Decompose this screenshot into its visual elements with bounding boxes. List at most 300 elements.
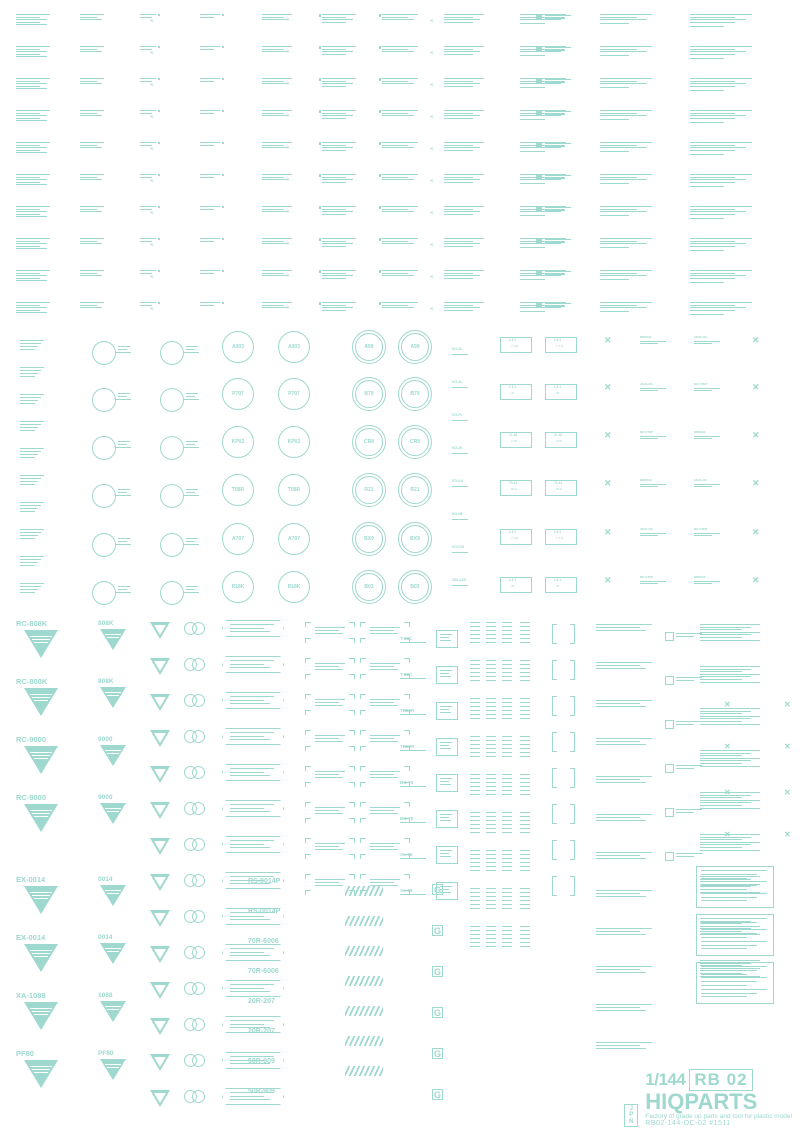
dashed-segment	[502, 774, 512, 775]
micro-tick	[222, 270, 224, 272]
micro-tick	[158, 238, 160, 240]
micro-text-line	[16, 81, 40, 82]
circle-outline-decal	[92, 484, 116, 508]
micro-text-line	[596, 966, 652, 967]
micro-text-line	[20, 556, 44, 557]
micro-text-line	[230, 991, 270, 992]
warning-triangle-icon	[24, 944, 58, 972]
warning-triangle-icon	[100, 885, 126, 906]
micro-tick	[319, 174, 322, 177]
micro-text-line	[186, 538, 198, 539]
micro-text-line	[322, 83, 353, 84]
micro-text-line	[382, 179, 414, 180]
micro-text-line	[452, 453, 468, 454]
micro-text-line	[230, 804, 274, 805]
micro-text-line	[16, 22, 40, 23]
micro-text-line	[690, 26, 724, 27]
micro-text-line	[16, 86, 40, 87]
dashed-segment	[520, 854, 530, 855]
micro-text-line	[676, 680, 694, 681]
dashed-segment	[486, 858, 496, 859]
small-triangle-code: 9000	[98, 736, 113, 743]
micro-text-line	[690, 154, 724, 155]
micro-paragraph-line	[700, 760, 751, 761]
dashed-segment	[470, 622, 480, 623]
x-mark-icon: ✕	[752, 575, 760, 585]
micro-text-line	[118, 538, 130, 539]
micro-text-line	[382, 142, 418, 143]
dashed-segment	[502, 934, 512, 935]
x-mark-icon: ✕	[752, 478, 760, 488]
dashed-segment	[486, 740, 496, 741]
micro-text-line	[230, 739, 270, 740]
dashed-segment	[520, 698, 530, 699]
lens-mark-icon	[192, 1018, 205, 1031]
framed-text-plate	[696, 962, 774, 1004]
micro-text-line	[444, 174, 484, 175]
bracket-vertical	[552, 840, 553, 860]
dashed-segment	[502, 888, 512, 889]
micro-text-line	[690, 54, 735, 55]
micro-text-line	[200, 14, 220, 15]
dashed-segment	[520, 672, 530, 673]
boxed-number-text: 1 8 2	[509, 338, 517, 342]
micro-text-line	[20, 532, 41, 533]
micro-text-line	[262, 147, 289, 148]
micro-text-line	[596, 858, 646, 859]
micro-text-line	[16, 145, 40, 146]
micro-tick	[319, 206, 322, 209]
dashed-segment	[520, 736, 530, 737]
triangle-inner-line	[32, 755, 50, 756]
micro-text-line	[315, 633, 343, 634]
micro-text-line	[382, 238, 418, 239]
unit-code-circle-outline: P707	[278, 378, 310, 410]
micro-text-line	[370, 807, 400, 808]
bracket-mark	[354, 874, 355, 879]
micro-text-line	[545, 273, 565, 274]
micro-text-line	[16, 310, 40, 311]
bracket-horizontal	[570, 859, 575, 860]
micro-text-line	[20, 565, 35, 566]
boxed-number-sub: 84-E	[511, 486, 518, 491]
bracket-horizontal	[570, 715, 575, 716]
bracket-mark	[305, 746, 306, 751]
warning-triangle-icon	[24, 1002, 58, 1030]
micro-text-line	[80, 81, 97, 82]
micro-text-line	[80, 110, 104, 111]
micro-text-line	[20, 592, 35, 593]
micro-text-line	[440, 634, 452, 635]
boxed-number-sub: 7 4-E	[556, 535, 564, 540]
bracket-horizontal	[552, 823, 557, 824]
micro-text-line	[694, 484, 720, 485]
x-mark-icon: ✕	[430, 306, 434, 311]
dashed-segment	[486, 642, 496, 643]
dashed-segment	[486, 706, 496, 707]
micro-text-line	[382, 81, 408, 82]
micro-text-line	[382, 305, 408, 306]
dashed-segment	[520, 900, 530, 901]
g-mark-badge: G	[433, 1007, 441, 1018]
dashed-segment	[486, 748, 496, 749]
micro-text-line	[600, 113, 637, 114]
micro-paragraph-line	[701, 996, 747, 997]
micro-text-line	[596, 706, 646, 707]
boxed-number-sub: 40	[511, 390, 515, 395]
micro-tick	[319, 78, 322, 81]
micro-text-line	[20, 403, 35, 404]
micro-text-line	[444, 54, 473, 55]
micro-text-line	[230, 1024, 264, 1025]
boxed-number-text: 1 8 1	[509, 385, 517, 389]
micro-text-line	[20, 511, 35, 512]
micro-text-line	[230, 631, 270, 632]
micro-text-line	[690, 302, 752, 303]
micro-text-line	[370, 741, 398, 742]
small-triangle-code: 808K	[98, 678, 114, 685]
micro-tick	[379, 206, 382, 209]
bracket-mark	[409, 874, 410, 879]
warning-triangle-icon	[100, 1059, 126, 1080]
micro-text-line	[382, 113, 408, 114]
micro-text-line	[20, 457, 35, 458]
x-mark-icon: ✕	[150, 146, 154, 151]
micro-text-line	[315, 813, 343, 814]
micro-text-line	[322, 49, 346, 50]
micro-text-line	[20, 535, 38, 536]
micro-text-line	[520, 247, 545, 248]
micro-text-line	[230, 1056, 274, 1057]
micro-text-line	[262, 113, 284, 114]
dashed-segment	[502, 828, 512, 829]
micro-text-line	[444, 83, 480, 84]
side-code-label: SCI-PL	[452, 413, 463, 417]
g-mark-badge: G	[433, 884, 441, 895]
micro-text-line	[20, 475, 44, 476]
micro-text-line	[694, 581, 720, 582]
dashed-segment	[520, 892, 530, 893]
micro-text-line	[200, 78, 220, 79]
micro-paragraph-line	[701, 977, 767, 978]
micro-text-line	[80, 302, 104, 303]
dashed-segment	[520, 782, 530, 783]
small-triangle-code: 0014	[98, 934, 113, 941]
g-mark-badge: G	[433, 966, 441, 977]
small-square-decal	[665, 808, 674, 817]
unit-code-circle-outline: T08R	[278, 474, 310, 506]
micro-text-line	[694, 343, 712, 344]
badge-circle: BX9	[398, 522, 432, 556]
dashed-segment	[520, 668, 530, 669]
hazard-stripe-block	[345, 916, 383, 926]
dashed-segment	[486, 782, 496, 783]
micro-text-line	[444, 22, 473, 23]
micro-text-line	[16, 248, 47, 249]
micro-paragraph-line	[700, 844, 751, 845]
micro-text-line	[80, 243, 102, 244]
dashed-segment	[486, 904, 496, 905]
micro-tick	[319, 238, 322, 241]
triangle-inner-line	[32, 895, 50, 896]
bracket-mark	[305, 890, 306, 895]
micro-text-line	[262, 307, 289, 308]
micro-text-line	[118, 393, 130, 394]
micro-text-line	[690, 310, 735, 311]
caution-tag-label: ANALOG	[640, 527, 653, 531]
micro-text-line	[262, 17, 284, 18]
lens-mark-icon	[192, 838, 205, 851]
micro-text-line	[315, 663, 345, 664]
micro-text-line	[444, 86, 473, 87]
x-mark-icon: ✕	[430, 242, 434, 247]
micro-paragraph-line	[700, 713, 742, 714]
bracket-mark	[305, 674, 306, 679]
micro-tick	[222, 174, 224, 176]
dashed-segment	[520, 638, 530, 639]
triangle-cutout	[154, 733, 166, 743]
triangle-inner-line	[30, 636, 52, 637]
triangle-inner-line	[105, 1064, 121, 1065]
boxed-number-text: 17-42	[509, 433, 518, 437]
hex-code-label: BO-75	[400, 780, 414, 785]
micro-text-line	[16, 56, 47, 57]
dashed-segment	[502, 626, 512, 627]
bracket-mark	[360, 730, 361, 735]
micro-text-line	[118, 489, 130, 490]
micro-text-line	[262, 14, 292, 15]
micro-text-line	[186, 492, 195, 493]
micro-text-line	[545, 177, 565, 178]
dashed-segment	[520, 676, 530, 677]
micro-text-line	[440, 676, 451, 677]
micro-text-line	[322, 86, 346, 87]
micro-text-line	[440, 748, 451, 749]
bracket-horizontal	[552, 876, 557, 877]
micro-text-line	[140, 270, 156, 271]
dashed-segment	[520, 946, 530, 947]
micro-text-line	[230, 919, 270, 920]
micro-text-line	[596, 1004, 652, 1005]
dashed-segment	[470, 862, 480, 863]
dashed-segment	[502, 736, 512, 737]
dashed-segment	[486, 828, 496, 829]
unit-code-circle: KP02	[222, 426, 254, 458]
bracket-horizontal	[570, 696, 575, 697]
micro-text-line	[322, 17, 346, 18]
dashed-segment	[486, 926, 496, 927]
triangle-inner-line	[32, 697, 50, 698]
dashed-segment	[520, 816, 530, 817]
caution-tag-label: ANALOG	[640, 382, 653, 386]
micro-text-line	[16, 302, 50, 303]
micro-text-line	[640, 484, 666, 485]
dashed-segment	[470, 824, 480, 825]
micro-text-line	[140, 302, 156, 303]
x-mark-icon: ✕	[784, 788, 791, 797]
micro-text-line	[16, 46, 50, 47]
dashed-segment	[470, 926, 480, 927]
micro-text-line	[186, 586, 198, 587]
badge-circle: B03	[398, 570, 432, 604]
micro-text-line	[20, 529, 44, 530]
micro-text-line	[118, 396, 127, 397]
dashed-segment	[520, 660, 530, 661]
triangle-inner-line	[34, 700, 48, 701]
micro-text-line	[16, 312, 47, 313]
dashed-segment	[502, 744, 512, 745]
micro-text-line	[230, 664, 264, 665]
dashed-segment	[520, 714, 530, 715]
dashed-segment	[520, 828, 530, 829]
hex-code-label: TR80R	[400, 708, 415, 713]
bracket-vertical	[574, 876, 575, 896]
x-mark-icon: ✕	[150, 210, 154, 215]
dashed-segment	[470, 706, 480, 707]
bracket-horizontal	[570, 840, 575, 841]
micro-text-line	[694, 341, 720, 342]
micro-text-line	[444, 302, 484, 303]
micro-text-line	[382, 49, 408, 50]
micro-text-line	[444, 209, 473, 210]
solid-square-decal	[536, 110, 542, 116]
micro-text-line	[16, 182, 40, 183]
micro-text-line	[16, 177, 40, 178]
micro-text-line	[600, 307, 647, 308]
micro-text-line	[315, 807, 345, 808]
micro-text-line	[20, 349, 35, 350]
micro-text-line	[262, 142, 292, 143]
micro-text-line	[596, 665, 640, 666]
micro-text-line	[20, 367, 44, 368]
bracket-mark	[360, 782, 361, 787]
x-mark-icon: ✕	[430, 18, 434, 23]
micro-text-line	[596, 820, 646, 821]
micro-text-line	[690, 90, 724, 91]
micro-text-line	[600, 81, 637, 82]
micro-text-line	[600, 179, 647, 180]
micro-text-line	[694, 388, 720, 389]
micro-text-line	[596, 1007, 640, 1008]
caution-tag-label: ANALOG	[694, 335, 707, 339]
dashed-segment	[502, 820, 512, 821]
micro-text-line	[545, 145, 565, 146]
boxed-number-sub: 7 4-E	[511, 343, 519, 348]
triangle-inner-line	[34, 816, 48, 817]
triangle-cutout	[154, 769, 166, 779]
micro-text-line	[640, 583, 658, 584]
micro-text-line	[322, 81, 346, 82]
micro-text-line	[80, 238, 104, 239]
triangle-inner-line	[107, 753, 119, 754]
micro-tick	[379, 78, 382, 81]
micro-text-line	[440, 742, 452, 743]
small-triangle-code: 9000	[98, 794, 113, 801]
micro-text-line	[520, 183, 545, 184]
micro-text-line	[230, 628, 264, 629]
bracket-vertical	[574, 768, 575, 788]
micro-text-line	[16, 83, 47, 84]
micro-text-line	[400, 858, 426, 859]
dashed-segment	[520, 862, 530, 863]
micro-tick	[319, 270, 322, 273]
micro-text-line	[118, 441, 130, 442]
bracket-mark	[354, 766, 355, 771]
bracket-horizontal	[570, 804, 575, 805]
micro-text-line	[382, 46, 418, 47]
micro-text-line	[20, 508, 38, 509]
caution-tag-label: BRIDGE	[640, 335, 652, 339]
micro-text-line	[80, 211, 102, 212]
dashed-segment	[520, 630, 530, 631]
micro-text-line	[322, 211, 353, 212]
micro-text-line	[20, 484, 35, 485]
micro-text-line	[596, 934, 646, 935]
triangle-inner-line	[34, 898, 48, 899]
boxed-number-text: 1 8 1	[509, 578, 517, 582]
micro-text-line	[322, 243, 353, 244]
micro-text-line	[315, 882, 339, 883]
hex-code-label: AL-08	[400, 888, 413, 893]
warning-triangle-icon	[24, 1060, 58, 1088]
warning-triangle-icon	[24, 886, 58, 914]
micro-text-line	[80, 307, 102, 308]
micro-text-line	[322, 270, 356, 271]
micro-text-line	[596, 972, 646, 973]
dashed-segment	[502, 794, 512, 795]
micro-text-line	[596, 668, 646, 669]
dashed-segment	[470, 778, 480, 779]
micro-text-line	[600, 17, 637, 18]
side-code-label: SCI-HE	[452, 512, 463, 516]
micro-text-line	[16, 14, 50, 15]
micro-text-line	[600, 151, 629, 152]
micro-text-line	[690, 145, 735, 146]
micro-text-line	[676, 677, 702, 678]
bracket-vertical	[574, 696, 575, 716]
micro-text-line	[322, 238, 356, 239]
dashed-segment	[502, 638, 512, 639]
x-mark-icon: ✕	[604, 335, 612, 345]
micro-text-line	[382, 145, 408, 146]
micro-text-line	[676, 724, 694, 725]
plate-code-label: RS-0014P	[248, 878, 281, 885]
lens-mark-icon	[192, 730, 205, 743]
dashed-segment	[470, 710, 480, 711]
micro-text-line	[382, 83, 414, 84]
bracket-mark	[360, 838, 361, 843]
micro-tick	[379, 302, 382, 305]
micro-tick	[158, 46, 160, 48]
micro-text-line	[440, 814, 452, 815]
micro-text-line	[322, 22, 346, 23]
bracket-horizontal	[570, 787, 575, 788]
micro-text-line	[20, 559, 41, 560]
micro-text-line	[262, 115, 289, 116]
bracket-mark	[354, 622, 355, 627]
micro-paragraph-line	[700, 805, 742, 806]
micro-text-line	[322, 182, 346, 183]
dashed-segment	[470, 816, 480, 817]
bracket-horizontal	[552, 895, 557, 896]
bracket-vertical	[552, 804, 553, 824]
boxed-number-text: 1 8 2	[554, 530, 562, 534]
micro-text-line	[440, 670, 452, 671]
unit-code-circle-outline: A707	[278, 523, 310, 555]
bracket-horizontal	[570, 660, 575, 661]
micro-text-line	[452, 585, 468, 586]
micro-text-line	[596, 931, 640, 932]
